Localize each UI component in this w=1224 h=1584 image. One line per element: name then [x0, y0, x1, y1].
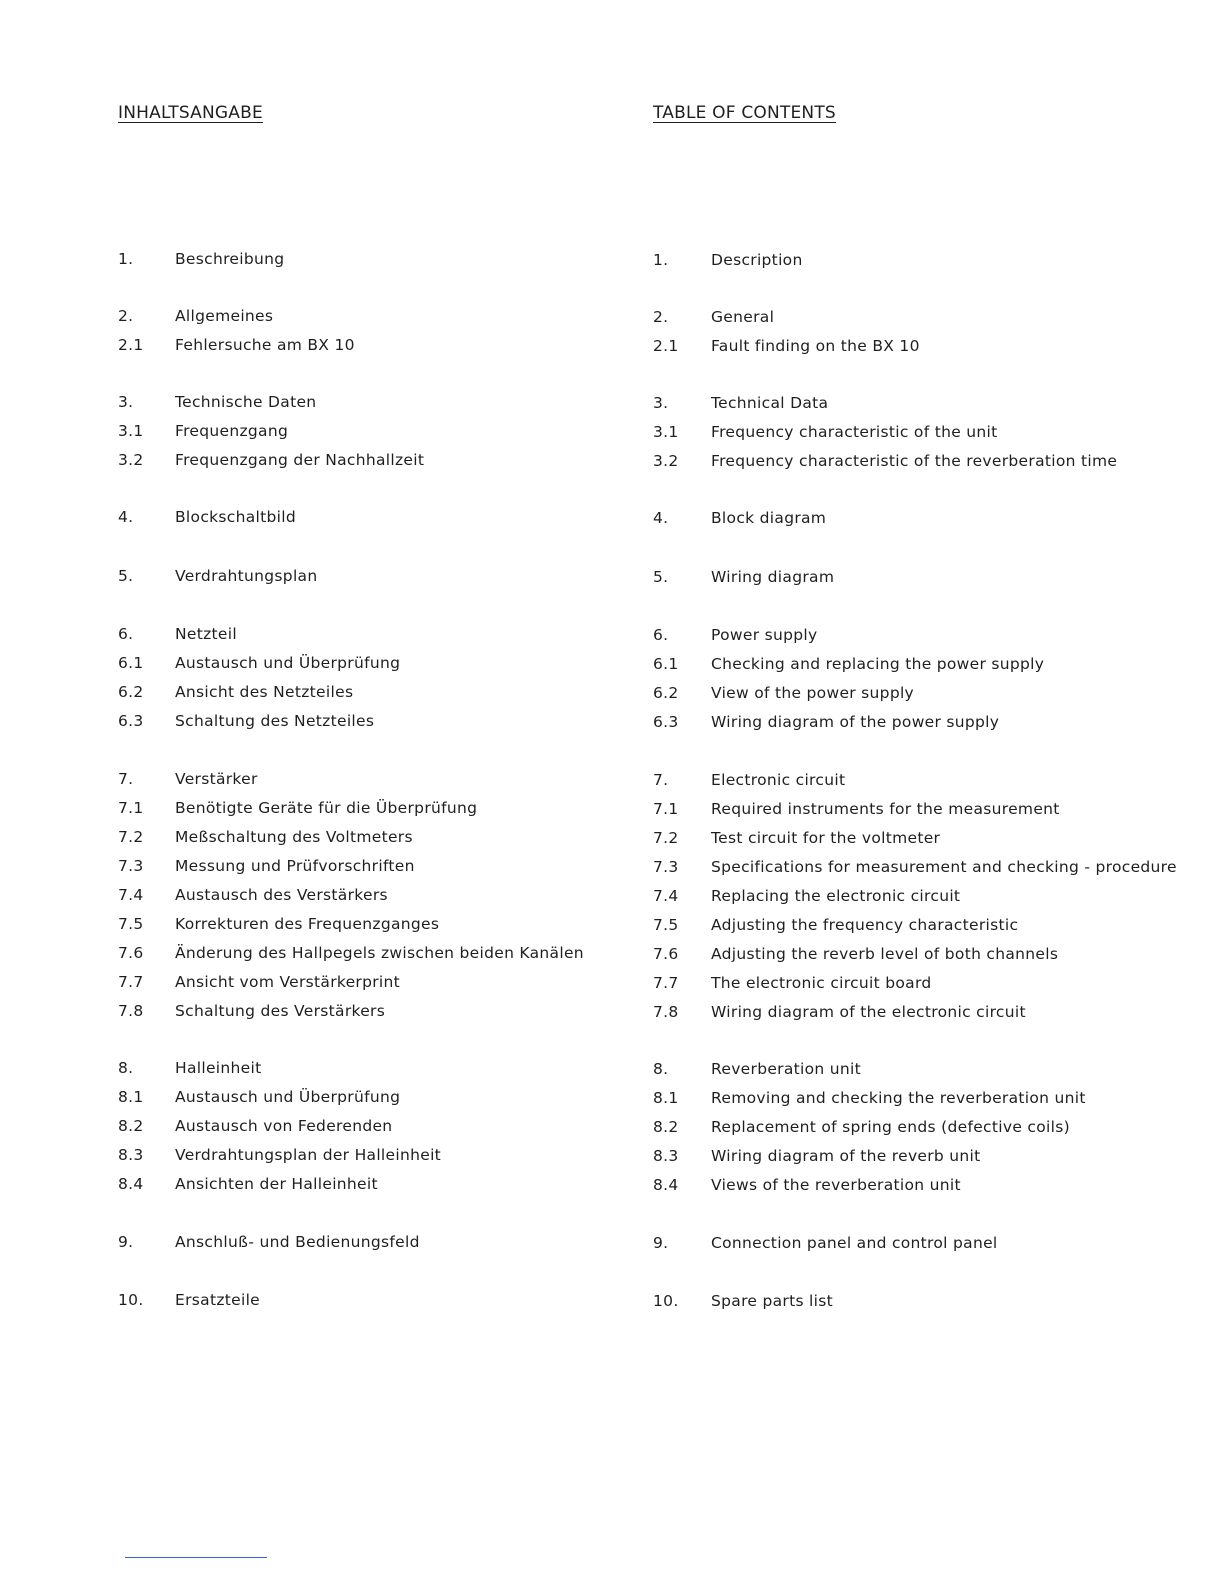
toc-entry-label: Korrekturen des Frequenzganges — [175, 915, 440, 933]
toc-entry-label: Austausch und Überprüfung — [175, 654, 401, 672]
toc-entry-number: 7.3 — [653, 858, 679, 876]
toc-entry-number: 7.6 — [653, 945, 679, 963]
toc-entry-label: Fault finding on the BX 10 — [711, 337, 920, 355]
toc-entry-number: 7.7 — [653, 974, 679, 992]
toc-entry-number: 7.4 — [118, 886, 144, 904]
toc-entry-number: 7.3 — [118, 857, 144, 875]
toc-entry-number: 8.2 — [653, 1118, 679, 1136]
toc-entry-number: 8.4 — [118, 1175, 144, 1193]
toc-entry-number: 2. — [118, 307, 134, 325]
toc-entry-number: 2. — [653, 308, 669, 326]
toc-entry-number: 1. — [118, 250, 134, 268]
toc-entry-number: 6. — [653, 626, 669, 644]
toc-entry-number: 9. — [118, 1233, 134, 1251]
toc-entry-number: 7.5 — [118, 915, 144, 933]
toc-entry-label: Adjusting the frequency characteristic — [711, 916, 1019, 934]
toc-entry-number: 8.3 — [653, 1147, 679, 1165]
toc-entry-label: Test circuit for the voltmeter — [711, 829, 941, 847]
toc-entry-number: 3.1 — [653, 423, 679, 441]
toc-entry-label: Technical Data — [711, 394, 829, 412]
toc-entry-label: Netzteil — [175, 625, 237, 643]
toc-entry-number: 6.2 — [653, 684, 679, 702]
toc-entry-label: Verstärker — [175, 770, 258, 788]
toc-entry-number: 8.1 — [653, 1089, 679, 1107]
toc-entry-label: Wiring diagram of the power supply — [711, 713, 1000, 731]
toc-entry-label: Electronic circuit — [711, 771, 846, 789]
toc-entry-label: Spare parts list — [711, 1292, 834, 1310]
toc-entry-label: Wiring diagram of the electronic circuit — [711, 1003, 1026, 1021]
toc-entry-label: Verdrahtungsplan — [175, 567, 318, 585]
toc-entry-number: 7.1 — [118, 799, 144, 817]
toc-entry-number: 6.2 — [118, 683, 144, 701]
toc-entry-number: 10. — [653, 1292, 679, 1310]
toc-entry-label: Description — [711, 251, 803, 269]
toc-entry-number: 7.2 — [653, 829, 679, 847]
toc-entry-number: 7.2 — [118, 828, 144, 846]
toc-entry-label: Beschreibung — [175, 250, 285, 268]
toc-entry-label: Removing and checking the reverberation unit — [711, 1089, 1086, 1107]
toc-entry-label: Replacing the electronic circuit — [711, 887, 961, 905]
toc-entry-number: 7. — [118, 770, 134, 788]
footer-rule — [125, 1557, 267, 1558]
toc-entry-label: Austausch und Überprüfung — [175, 1088, 401, 1106]
toc-entry-label: Allgemeines — [175, 307, 274, 325]
toc-entry-number: 8. — [653, 1060, 669, 1078]
toc-entry-number: 7.4 — [653, 887, 679, 905]
toc-entry-label: Reverberation unit — [711, 1060, 861, 1078]
toc-entry-number: 3.2 — [118, 451, 144, 469]
toc-entry-label: Views of the reverberation unit — [711, 1176, 961, 1194]
toc-entry-label: Frequenzgang — [175, 422, 289, 440]
toc-entry-number: 4. — [653, 509, 669, 527]
toc-entry-label: Fehlersuche am BX 10 — [175, 336, 355, 354]
toc-entry-number: 3. — [653, 394, 669, 412]
toc-entry-label: Änderung des Hallpegels zwischen beiden Kanälen — [175, 944, 584, 962]
toc-entry-label: Schaltung des Netzteiles — [175, 712, 375, 730]
toc-entry-label: Replacement of spring ends (defective coils) — [711, 1118, 1070, 1136]
toc-entry-label: Halleinheit — [175, 1059, 262, 1077]
toc-entry-number: 7.5 — [653, 916, 679, 934]
heading-table-of-contents: TABLE OF CONTENTS — [653, 103, 836, 123]
toc-entry-label: Austausch von Federenden — [175, 1117, 393, 1135]
toc-entry-label: Checking and replacing the power supply — [711, 655, 1045, 673]
toc-entry-number: 4. — [118, 508, 134, 526]
toc-entry-label: Blockschaltbild — [175, 508, 297, 526]
toc-entry-number: 5. — [118, 567, 134, 585]
toc-entry-number: 7.8 — [118, 1002, 144, 1020]
toc-entry-number: 8.2 — [118, 1117, 144, 1135]
toc-entry-label: Block diagram — [711, 509, 827, 527]
toc-entry-number: 6.1 — [118, 654, 144, 672]
heading-inhaltsangabe: INHALTSANGABE — [118, 103, 263, 123]
toc-entry-label: Ersatzteile — [175, 1291, 261, 1309]
toc-entry-number: 1. — [653, 251, 669, 269]
toc-entry-label: Messung und Prüfvorschriften — [175, 857, 415, 875]
toc-entry-label: Frequenzgang der Nachhallzeit — [175, 451, 425, 469]
toc-entry-number: 8.4 — [653, 1176, 679, 1194]
toc-entry-label: Frequency characteristic of the reverberation time — [711, 452, 1118, 470]
toc-entry-label: Wiring diagram of the reverb unit — [711, 1147, 981, 1165]
toc-entry-number: 7. — [653, 771, 669, 789]
toc-entry-label: The electronic circuit board — [711, 974, 932, 992]
toc-entry-label: Schaltung des Verstärkers — [175, 1002, 386, 1020]
toc-entry-number: 6. — [118, 625, 134, 643]
toc-entry-number: 7.1 — [653, 800, 679, 818]
toc-entry-label: Frequency characteristic of the unit — [711, 423, 998, 441]
toc-entry-label: Ansicht vom Verstärkerprint — [175, 973, 401, 991]
toc-entry-number: 6.3 — [118, 712, 144, 730]
toc-entry-number: 5. — [653, 568, 669, 586]
toc-entry-number: 9. — [653, 1234, 669, 1252]
toc-entry-number: 8.1 — [118, 1088, 144, 1106]
toc-entry-number: 3.2 — [653, 452, 679, 470]
toc-entry-number: 8. — [118, 1059, 134, 1077]
toc-entry-number: 6.1 — [653, 655, 679, 673]
toc-entry-number: 6.3 — [653, 713, 679, 731]
toc-entry-label: Wiring diagram — [711, 568, 835, 586]
toc-entry-number: 2.1 — [653, 337, 679, 355]
toc-entry-label: Technische Daten — [175, 393, 317, 411]
toc-entry-label: Benötigte Geräte für die Überprüfung — [175, 799, 478, 817]
toc-entry-label: Connection panel and control panel — [711, 1234, 998, 1252]
toc-entry-number: 10. — [118, 1291, 144, 1309]
toc-entry-number: 3.1 — [118, 422, 144, 440]
toc-entry-number: 7.6 — [118, 944, 144, 962]
toc-entry-label: Verdrahtungsplan der Halleinheit — [175, 1146, 442, 1164]
toc-entry-label: Austausch des Verstärkers — [175, 886, 388, 904]
toc-entry-number: 2.1 — [118, 336, 144, 354]
toc-entry-number: 7.8 — [653, 1003, 679, 1021]
toc-entry-label: General — [711, 308, 775, 326]
toc-entry-label: Ansichten der Halleinheit — [175, 1175, 378, 1193]
toc-entry-number: 7.7 — [118, 973, 144, 991]
toc-entry-label: Adjusting the reverb level of both channels — [711, 945, 1059, 963]
toc-entry-label: Ansicht des Netzteiles — [175, 683, 354, 701]
toc-entry-label: Specifications for measurement and checking - procedure — [711, 858, 1177, 876]
toc-entry-label: Anschluß- und Bedienungsfeld — [175, 1233, 420, 1251]
toc-entry-number: 3. — [118, 393, 134, 411]
toc-entry-number: 8.3 — [118, 1146, 144, 1164]
toc-entry-label: View of the power supply — [711, 684, 915, 702]
toc-entry-label: Required instruments for the measurement — [711, 800, 1060, 818]
toc-entry-label: Power supply — [711, 626, 818, 644]
toc-entry-label: Meßschaltung des Voltmeters — [175, 828, 413, 846]
